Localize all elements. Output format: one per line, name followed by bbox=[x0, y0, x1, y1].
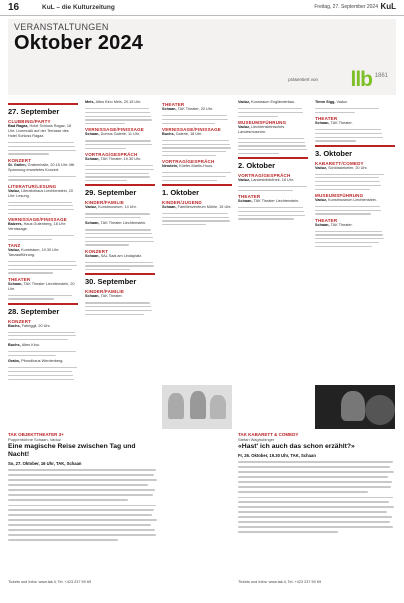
event-entry-filler bbox=[8, 202, 78, 215]
event-entry bbox=[315, 166, 395, 171]
event-entry bbox=[85, 132, 155, 137]
event-entry bbox=[315, 198, 395, 203]
presented-by-label: präsentiert von bbox=[288, 77, 318, 82]
event-entry-filler bbox=[315, 108, 395, 113]
event-description: Kunstmuseum Liechtenstein. bbox=[328, 197, 377, 202]
category-label: KONZERT bbox=[8, 157, 32, 163]
event-entry-filler bbox=[238, 186, 308, 191]
event-description: Kunstraum Engländerbau. bbox=[251, 100, 296, 104]
event-entry bbox=[85, 254, 155, 259]
event-location: Schaan, bbox=[85, 157, 101, 162]
feature-body-text bbox=[8, 469, 158, 541]
event-description: Landesbibliothek, 18 Uhr. bbox=[251, 178, 294, 183]
event-description: Altes Kino. bbox=[21, 343, 40, 348]
photo-background bbox=[365, 395, 395, 425]
event-description: Pfrundhaus Werdenberg. bbox=[21, 359, 64, 364]
event-entry-filler bbox=[85, 213, 155, 218]
event-location: Vaduz, bbox=[8, 248, 22, 252]
event-description: SAL Saal am Lindaplatz. bbox=[100, 253, 143, 258]
page-header bbox=[0, 0, 404, 16]
category-label: THEATER bbox=[315, 115, 338, 121]
event-entry-filler bbox=[85, 165, 155, 181]
event-description: Fabriggli, 20 Uhr. bbox=[21, 323, 51, 328]
feature-place: Stefan Waghubinger bbox=[238, 437, 275, 442]
section-name: KuL – die Kulturzeitung bbox=[42, 4, 115, 11]
event-entry bbox=[315, 121, 395, 126]
event-entry bbox=[238, 199, 308, 204]
feature-photo-comedian bbox=[315, 385, 395, 429]
brand-logo: KuL bbox=[380, 2, 396, 11]
event-description: Vaduz. bbox=[336, 100, 348, 104]
event-description: Schlösslekeller, 20 Uhr. bbox=[328, 165, 368, 170]
category-label: THEATER bbox=[162, 102, 185, 107]
feature-headline: Eine magische Reise zwischen Tag und Nacht! bbox=[8, 443, 136, 458]
feature-body-text bbox=[238, 461, 395, 533]
event-location: Buchs, bbox=[8, 323, 22, 328]
event-location: Vaduz, bbox=[8, 188, 22, 193]
event-entry-filler bbox=[8, 176, 78, 181]
event-entry-filler bbox=[85, 262, 155, 271]
category-label: LITERATUR/LESUNG bbox=[8, 183, 57, 189]
event-entry bbox=[85, 294, 155, 299]
event-description: Kunstmuseum, 14 Uhr. bbox=[98, 205, 137, 210]
event-entry bbox=[85, 100, 155, 105]
event-location: Buchs, bbox=[8, 343, 22, 348]
event-entry-filler bbox=[162, 172, 232, 181]
event-entry bbox=[162, 107, 232, 112]
event-location: Bad Ragaz, bbox=[8, 124, 30, 128]
feature-tickets: Tickets und Infos: www.tak.li, Tel. +423 237 59 69 bbox=[238, 580, 322, 584]
date-heading: 1. Oktober bbox=[162, 184, 232, 197]
event-description: Altes Kino Mels, 20.15 Uhr. bbox=[95, 100, 142, 104]
feature-date: Fr, 26. Oktober, 19.30 Uhr, TAK, Schaan bbox=[238, 453, 316, 458]
category-label: VERNISSAGE/FINISSAGE bbox=[85, 127, 145, 133]
event-location: Balzers, bbox=[8, 222, 24, 227]
event-description: Küefer-Martis-Huus. bbox=[179, 164, 214, 169]
event-entry-filler bbox=[238, 108, 308, 117]
event-description: TAK Theater Liechtenstein, 20 Uhr. bbox=[8, 281, 75, 291]
event-entry-filler bbox=[8, 261, 78, 274]
event-location: Timm Sigg, bbox=[315, 100, 337, 104]
page-number: 16 bbox=[8, 2, 20, 13]
event-location: Schaan, bbox=[85, 132, 101, 137]
date-heading: 2. Oktober bbox=[238, 157, 308, 170]
event-entry-filler bbox=[315, 206, 395, 215]
feature-date: So, 27. Oktober, 16 Uhr, TAK, Schaan bbox=[8, 461, 82, 466]
date-heading: 29. September bbox=[85, 184, 155, 197]
listing-column-4 bbox=[238, 100, 308, 223]
event-entry bbox=[8, 343, 78, 348]
event-location: Schaan, bbox=[85, 253, 101, 258]
event-entry-filler bbox=[8, 142, 78, 155]
event-entry bbox=[315, 223, 395, 228]
category-label: MUSEUMSFÜHRUNG bbox=[315, 192, 364, 198]
event-entry-filler bbox=[8, 351, 78, 356]
event-entry-filler bbox=[85, 229, 155, 245]
event-description: Hotel Schloss Ragaz, 18 Uhr: Livemusik auf der Terrasse des Hotel Schloss Ragaz. bbox=[8, 124, 72, 138]
category-label: KONZERT bbox=[8, 318, 32, 324]
event-description: Galerie, 18 Uhr. bbox=[175, 131, 203, 136]
listing-column-5 bbox=[315, 100, 395, 250]
event-description: TAK Theater, 19.30 Uhr. bbox=[100, 157, 142, 162]
event-entry-filler bbox=[8, 367, 78, 380]
event-description: Grabenhalle, 20.15 Uhr: Mit Spannung erwartetes Konzert. bbox=[8, 162, 75, 172]
event-description: TAK Theater, 20 Uhr. bbox=[177, 107, 213, 111]
event-location: St. Gallen, bbox=[8, 162, 28, 167]
event-entry bbox=[8, 189, 78, 199]
event-location: Schaan, bbox=[8, 281, 24, 286]
event-entry bbox=[315, 100, 395, 105]
event-entry-filler bbox=[85, 140, 155, 149]
category-label: VERNISSAGE/FINISSAGE bbox=[162, 126, 222, 132]
category-label: VERNISSAGE/FINISSAGE bbox=[8, 217, 68, 223]
feature-headline: «Hast' ich auch das schon erzählt?» bbox=[238, 443, 355, 450]
events-kicker: VERANSTALTUNGEN bbox=[14, 22, 109, 32]
event-entry-filler bbox=[162, 213, 232, 226]
event-location: Mels, bbox=[85, 100, 96, 104]
feature-tickets: Tickets und Infos: www.tak.li, Tel. +423 237 59 69 bbox=[8, 580, 92, 584]
event-location: Vaduz, bbox=[315, 197, 329, 202]
photo-figure bbox=[190, 391, 206, 419]
category-label: KINDER/FAMILIE bbox=[85, 200, 125, 206]
photo-figure bbox=[210, 395, 226, 419]
event-description: Familienzentrum Mühle, 15 Uhr. bbox=[177, 204, 232, 209]
event-location: Vaduz, bbox=[85, 205, 99, 210]
category-label: CLUBBING/PARTY bbox=[8, 119, 51, 124]
feature-photo-puppets bbox=[162, 385, 232, 429]
category-label: THEATER bbox=[315, 217, 338, 223]
event-description: TAK Theater Liechtenstein. bbox=[253, 199, 300, 204]
event-entry bbox=[238, 178, 308, 183]
event-entry bbox=[162, 132, 232, 137]
event-entry-filler bbox=[238, 207, 308, 220]
event-entry-filler bbox=[8, 332, 78, 341]
event-description: TAK Theater. bbox=[100, 294, 123, 299]
photo-figure bbox=[341, 391, 365, 421]
event-location: Schaan, bbox=[315, 222, 331, 227]
listing-column-1 bbox=[8, 100, 78, 380]
events-title: Oktober 2024 bbox=[14, 32, 144, 54]
event-entry bbox=[85, 157, 155, 162]
issue-date: Freitag, 27. September 2024 bbox=[314, 4, 378, 10]
event-entry-filler bbox=[85, 108, 155, 124]
event-entry-filler bbox=[238, 138, 308, 154]
event-entry-filler bbox=[8, 295, 78, 300]
event-description: Kunstraum, 19.30 Uhr: Tanzaufführung. bbox=[8, 248, 60, 257]
event-location: Schaan, bbox=[162, 204, 178, 209]
category-label: TANZ bbox=[8, 243, 21, 248]
event-location: Grabs, bbox=[8, 359, 22, 364]
event-entry bbox=[238, 125, 308, 135]
feature-article-theatre bbox=[8, 432, 158, 584]
category-label: KONZERT bbox=[85, 248, 109, 254]
date-heading: 27. September bbox=[8, 103, 78, 116]
event-entry bbox=[162, 164, 232, 169]
event-entry-filler bbox=[85, 302, 155, 315]
event-location: Vaduz, bbox=[238, 178, 252, 183]
event-entry-filler bbox=[315, 231, 395, 247]
date-heading: 30. September bbox=[85, 273, 155, 286]
event-description: TAK Theater. bbox=[330, 222, 353, 227]
event-location: Schaan, bbox=[85, 221, 101, 226]
event-entry-filler bbox=[315, 174, 395, 190]
event-entry-filler bbox=[162, 140, 232, 156]
event-entry bbox=[8, 124, 78, 139]
date-heading: 28. September bbox=[8, 303, 78, 316]
event-location: Vaduz, bbox=[315, 165, 329, 170]
event-entry bbox=[162, 205, 232, 210]
photo-figure bbox=[168, 393, 184, 419]
event-description: Domus Galerie, 11 Uhr. bbox=[100, 132, 141, 137]
event-location: Vaduz, bbox=[238, 100, 252, 104]
event-entry bbox=[8, 324, 78, 329]
event-entry bbox=[8, 359, 78, 364]
event-description: Literaturhaus Liechtenstein, 20 Uhr: Lesung. bbox=[8, 188, 74, 198]
event-location: Vaduz, bbox=[238, 124, 252, 129]
event-description: Liechtensteinisches Landesmuseum. bbox=[238, 124, 285, 134]
category-label: THEATER bbox=[238, 194, 261, 200]
event-entry-filler bbox=[8, 235, 78, 240]
category-label: THEATER bbox=[8, 276, 31, 282]
category-label: VORTRAG/GESPRÄCH bbox=[162, 159, 215, 165]
feature-kicker: TAK KABARETT & COMEDY bbox=[238, 432, 299, 437]
event-entry bbox=[85, 221, 155, 226]
event-entry-filler bbox=[315, 129, 395, 142]
sponsor-logo: llb bbox=[350, 68, 372, 91]
event-entry bbox=[238, 100, 308, 105]
listing-column-3 bbox=[162, 100, 232, 228]
event-location: Schaan, bbox=[162, 107, 178, 111]
event-entry-filler bbox=[162, 115, 232, 124]
event-location: Buchs, bbox=[162, 131, 176, 136]
sponsor-year: 1861 bbox=[374, 73, 388, 79]
category-label: VORTRAG/GESPRÄCH bbox=[238, 173, 291, 179]
event-entry bbox=[8, 248, 78, 258]
event-location: Schaan, bbox=[85, 294, 101, 299]
event-entry bbox=[85, 205, 155, 210]
category-label: VORTRAG/GESPRÄCH bbox=[85, 152, 138, 158]
event-description: TAK Theater Liechtenstein. bbox=[100, 221, 147, 226]
date-heading: 3. Oktober bbox=[315, 145, 395, 158]
event-location: Nendeln, bbox=[162, 164, 180, 169]
event-entry bbox=[8, 282, 78, 292]
event-description: TAK Theater. bbox=[330, 120, 353, 125]
event-entry bbox=[8, 222, 78, 232]
feature-place: Puppenbühne Schaan, Vaduz bbox=[8, 437, 61, 442]
event-description: Haus Gutenberg, 18 Uhr: Vernissage. bbox=[8, 222, 67, 232]
category-label: MUSEUMSFÜHRUNG bbox=[238, 119, 287, 125]
listing-column-2 bbox=[85, 100, 155, 318]
event-location: Schaan, bbox=[238, 199, 254, 204]
events-header bbox=[8, 19, 396, 95]
feature-article-comedy bbox=[238, 432, 395, 584]
feature-kicker: TAK OBJEKTTHEATER 3+ bbox=[8, 432, 64, 437]
event-location: Schaan, bbox=[315, 120, 331, 125]
category-label: KINDER/FAMILIE bbox=[85, 289, 125, 295]
event-entry bbox=[8, 163, 78, 173]
category-label: KINDER/JUGEND bbox=[162, 199, 202, 205]
category-label: KABARETT/COMEDY bbox=[315, 160, 364, 166]
